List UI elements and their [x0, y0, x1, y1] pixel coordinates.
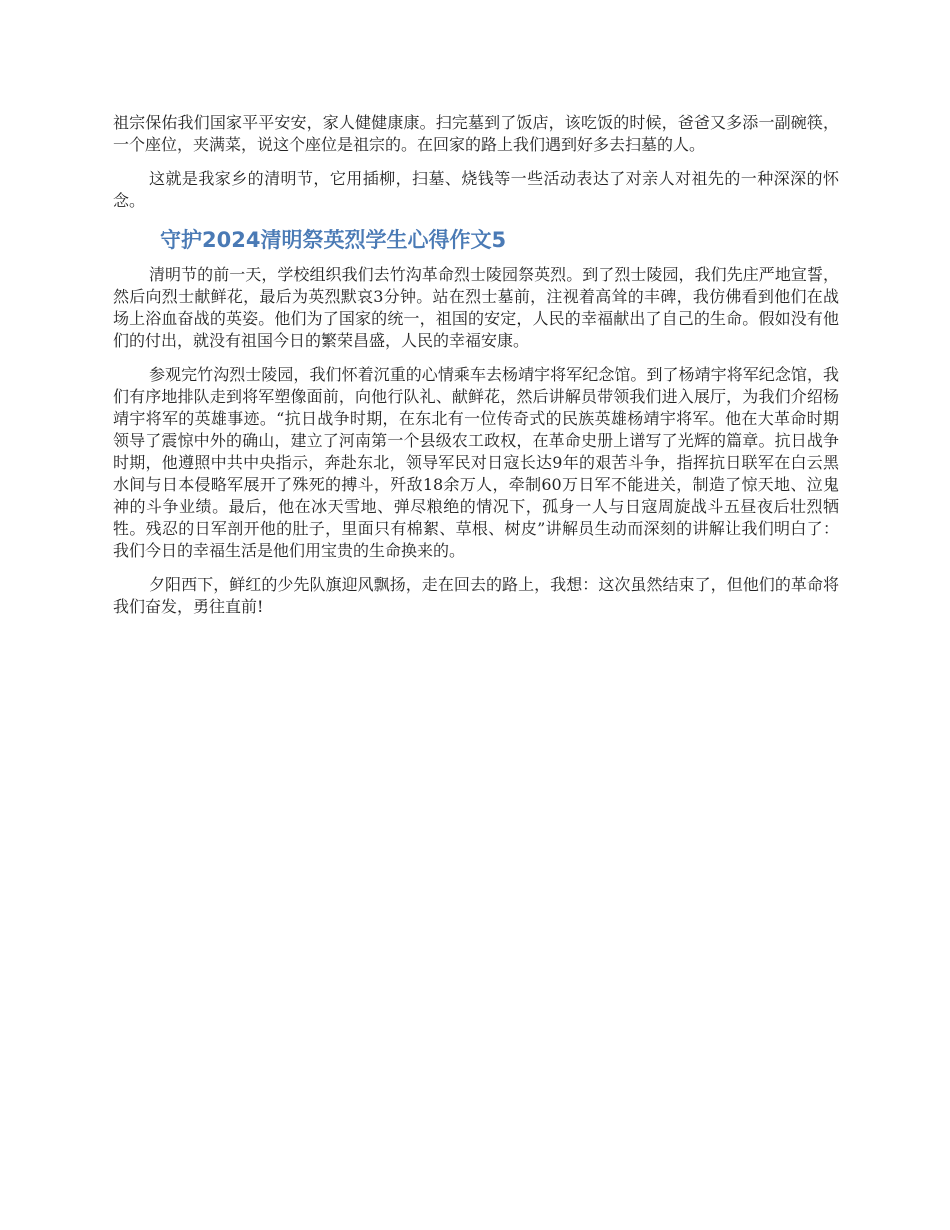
paragraph-ancestors-blessing: 祖宗保佑我们国家平平安安，家人健健康康。扫完墓到了饭店，该吃饭的时候，爸爸又多添一副碗筷，一个座位，夹满菜，说这个座位是祖宗的。在回家的路上我们遇到好多去扫墓的人。 [113, 113, 839, 154]
paragraph-memorial-hall: 参观完竹沟烈士陵园，我们怀着沉重的心情乘车去杨靖宇将军纪念馆。到了杨靖宇将军纪念馆，我们有序地排队走到将军塑像面前，向他行队礼、献鲜花，然后讲解员带领我们进入展厅，为我们介绍杨靖宇将军的英雄事迹。“抗日战争时期，在东北有一位传奇式的民族英雄杨靖宇将军。他在大革命时期领导了震惊中外的确山，建立了河南第一个县级农工政权，在革命史册上谱写了光辉的篇章。抗日战争时期，他遵照中共中央指示，奔赴东北，领导军民对日寇长达9年的艰苦斗争，指挥抗日联军在白云黑水间与日本侵略军展开了殊死的搏斗，歼敌18余万人，牵制60万日军不能进关，制造了惊天地、泣鬼神的斗争业绩。最后，他在冰天雪地、弹尽粮绝的情况下，孤身一人与日寇周旋战斗五昼夜后壮烈牺牲。残忍的日军剖开他的肚子，里面只有棉絮、草根、树皮”讲解员生动而深刻的讲解让我们明白了：我们今日的幸福生活是他们用宝贵的生命换来的。 [113, 365, 839, 560]
section-heading: 守护2024清明祭英烈学生心得作文5 [160, 228, 507, 252]
paragraph-hometown-qingming: 这就是我家乡的清明节，它用插柳，扫墓、烧钱等一些活动表达了对亲人对祖先的一种深深的怀念。 [113, 169, 839, 210]
paragraph-sunset-return: 夕阳西下，鲜红的少先队旗迎风飘扬，走在回去的路上，我想：这次虽然结束了，但他们的革命将我们奋发，勇往直前! [113, 575, 839, 616]
paragraph-martyrs-cemetery: 清明节的前一天，学校组织我们去竹沟革命烈士陵园祭英烈。到了烈士陵园，我们先庄严地宣誓，然后向烈士献鲜花，最后为英烈默哀3分钟。站在烈士墓前，注视着高耸的丰碑，我仿佛看到他们在战场上浴血奋战的英姿。他们为了国家的统一，祖国的安定，人民的幸福献出了自己的生命。假如没有他们的付出，就没有祖国今日的繁荣昌盛，人民的幸福安康。 [113, 265, 839, 350]
document-page [113, 112, 839, 630]
